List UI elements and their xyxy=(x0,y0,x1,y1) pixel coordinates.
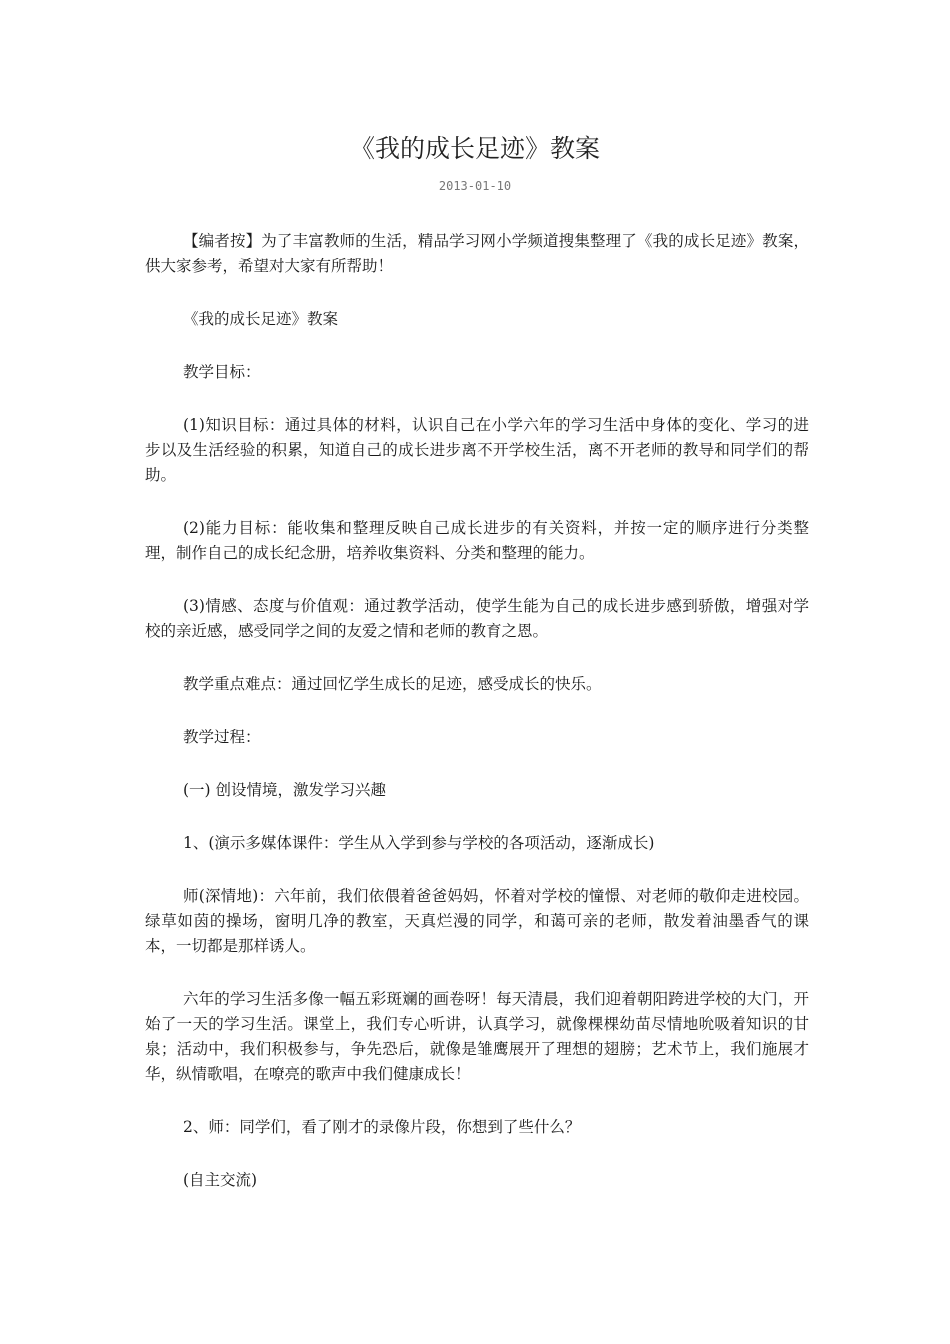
self-exchange-paragraph: (自主交流) xyxy=(183,1171,258,1189)
step-one-paragraph: 1、(演示多媒体课件：学生从入学到参与学校的各项活动，逐渐成长) xyxy=(183,834,655,852)
teacher-speech-paragraph: 师(深情地)：六年前，我们依偎着爸爸妈妈，怀着对学校的憧憬、对老师的敬仰走进校园。绿草如茵的操场，窗明几净的教室，天真烂漫的同学，和蔼可亲的老师，散发着油墨香气的课本，一切都是那样诱人。 xyxy=(145,887,809,955)
step-two-paragraph: 2、师：同学们，看了刚才的录像片段，你想到了些什么？ xyxy=(183,1118,581,1136)
emotion-goal-paragraph: (3)情感、态度与价值观：通过教学活动，使学生能为自己的成长进步感到骄傲，增强对学校的亲近感，感受同学之间的友爱之情和老师的教育之恩。 xyxy=(145,597,809,640)
key-difficulty-paragraph: 教学重点难点：通过回忆学生成长的足迹，感受成长的快乐。 xyxy=(183,675,602,693)
six-years-paragraph: 六年的学习生活多像一幅五彩斑斓的画卷呀！每天清晨，我们迎着朝阳跨进学校的大门，开始了一天的学习生活。课堂上，我们专心听讲，认真学习，就像棵棵幼苗尽情地吮吸着知识的甘泉；活动中，我们积极参与，争先恐后，就像是雏鹰展开了理想的翅膀；艺术节上，我们施展才华，纵情歌唱，在嘹亮的歌声中我们健康成长！ xyxy=(145,990,809,1083)
document-body xyxy=(145,229,809,1221)
publish-date: 2013-01-10 xyxy=(438,179,512,193)
section-one-heading: (一) 创设情境，激发学习兴趣 xyxy=(183,781,387,799)
document-title: 《我的成长足迹》教案 xyxy=(349,134,600,163)
teaching-goals-heading: 教学目标： xyxy=(183,363,261,381)
teaching-process-heading: 教学过程： xyxy=(183,728,261,746)
ability-goal-paragraph: (2)能力目标：能收集和整理反映自己成长进步的有关资料，并按一定的顺序进行分类整理，制作自己的成长纪念册，培养收集资料、分类和整理的能力。 xyxy=(145,519,809,562)
knowledge-goal-paragraph: (1)知识目标：通过具体的材料，认识自己在小学六年的学习生活中身体的变化、学习的进步以及生活经验的积累，知道自己的成长进步离不开学校生活，离不开老师的教导和同学们的帮助。 xyxy=(145,416,809,484)
editor-note-paragraph: 【编者按】为了丰富教师的生活，精品学习网小学频道搜集整理了《我的成长足迹》教案，供大家参考，希望对大家有所帮助！ xyxy=(145,232,809,275)
lesson-title-paragraph: 《我的成长足迹》教案 xyxy=(183,310,339,328)
